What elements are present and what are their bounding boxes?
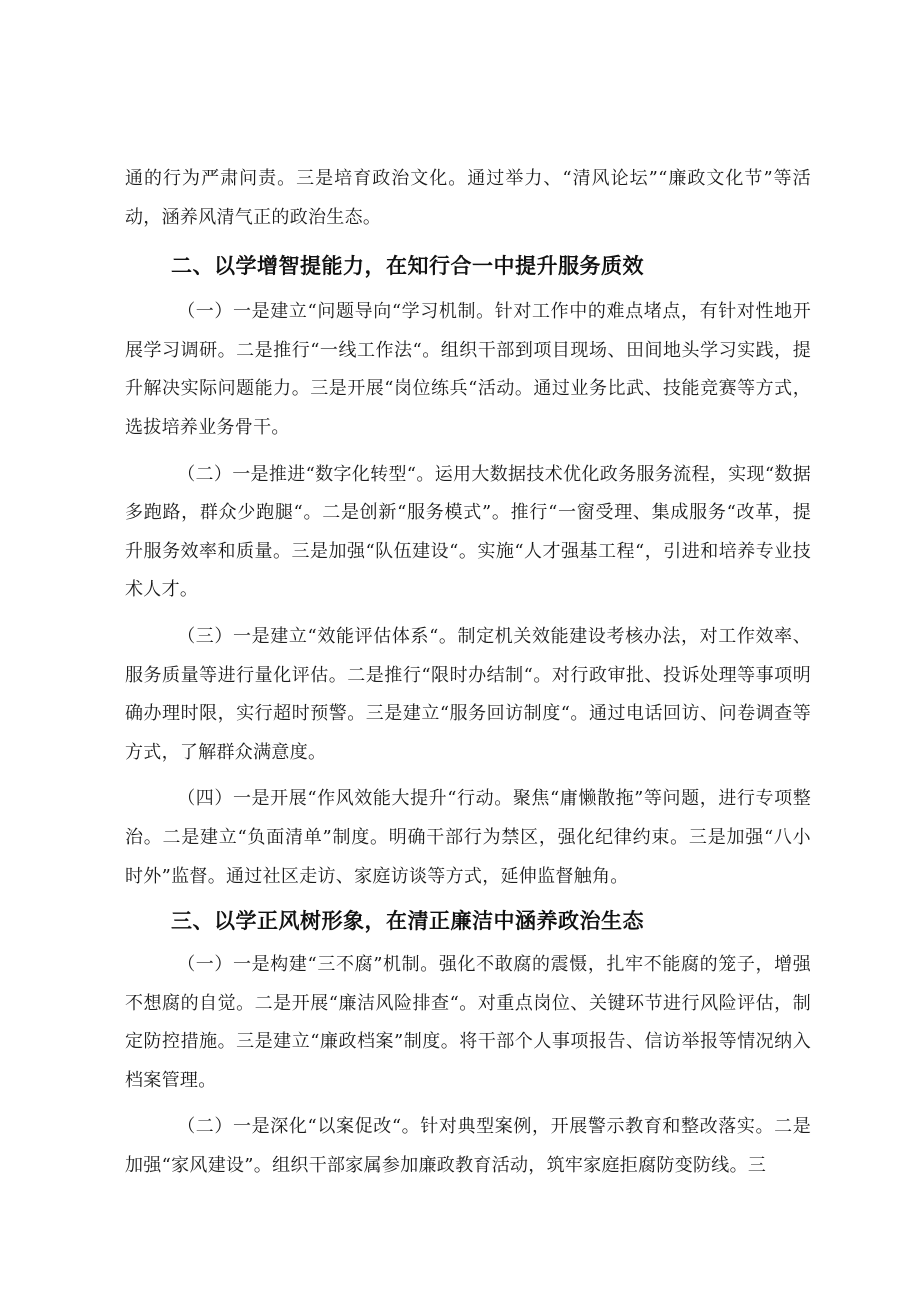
section-3-paragraph-2: （二）一是深化“以案促改“。针对典型案例，开展警示教育和整改落实。二是加强“家风建设”。组织干部家属参加廉政教育活动，筑牢家庭拒腐防变防线。三 [125, 1116, 811, 1177]
section-2-heading: 二、以学增智提能力，在知行合一中提升服务质效 [171, 254, 644, 279]
section-2-paragraph-4: （四）一是开展“作风效能大提升“行动。聚焦“庸懒散拖”等问题，进行专项整治。二是建立“负面清单”制度。明确干部行为禁区，强化纪律约束。三是加强“八小时外”监督。通过社区走访、家庭访谈等方式，延伸监督触角。 [125, 788, 811, 887]
continuation-paragraph: 通的行为严肃问责。三是培育政治文化。通过举力、“清风论坛”“廉政文化节”等活动，涵养风清气正的政治生态。 [125, 168, 811, 228]
section-2-paragraph-3: （三）一是建立“效能评估体系“。制定机关效能建设考核办法，对工作效率、服务质量等进行量化评估。二是推行“限时办结制“。对行政审批、投诉处理等事项明确办理时限，实行超时预警。三是建立“服务回访制度“。通过电话回访、问卷调查等方式，了解群众满意度。 [125, 625, 811, 763]
section-2-paragraph-2: （二）一是推进“数字化转型“。运用大数据技术优化政务服务流程，实现“数据多跑路，群众少跑腿“。二是创新“服务模式”。推行“一窗受理、集成服务“改革，提升服务效率和质量。三是加强“队伍建设“。实施“人才强基工程“，引进和培养专业技术人才。 [125, 463, 811, 601]
section-3-heading: 三、以学正风树形象，在清正廉洁中涵养政治生态 [171, 909, 644, 934]
section-2-paragraph-1: （一）一是建立“问题导向“学习机制。针对工作中的难点堵点，有针对性地开展学习调研。二是推行“一线工作法“。组织干部到项目现场、田间地头学习实践，提升解决实际问题能力。三是开展“岗位练兵“活动。通过业务比武、技能竞赛等方式，选拔培养业务骨干。 [125, 301, 811, 438]
section-3-paragraph-1: （一）一是构建“三不腐”机制。强化不敢腐的震慑，扎牢不能腐的笼子，增强不想腐的自觉。二是开展“廉洁风险排查“。对重点岗位、关键环节进行风险评估，制定防控措施。三是建立“廉政档案”制度。将干部个人事项报告、信访举报等情况纳入档案管理。 [125, 954, 811, 1091]
document-body [125, 160, 811, 1186]
